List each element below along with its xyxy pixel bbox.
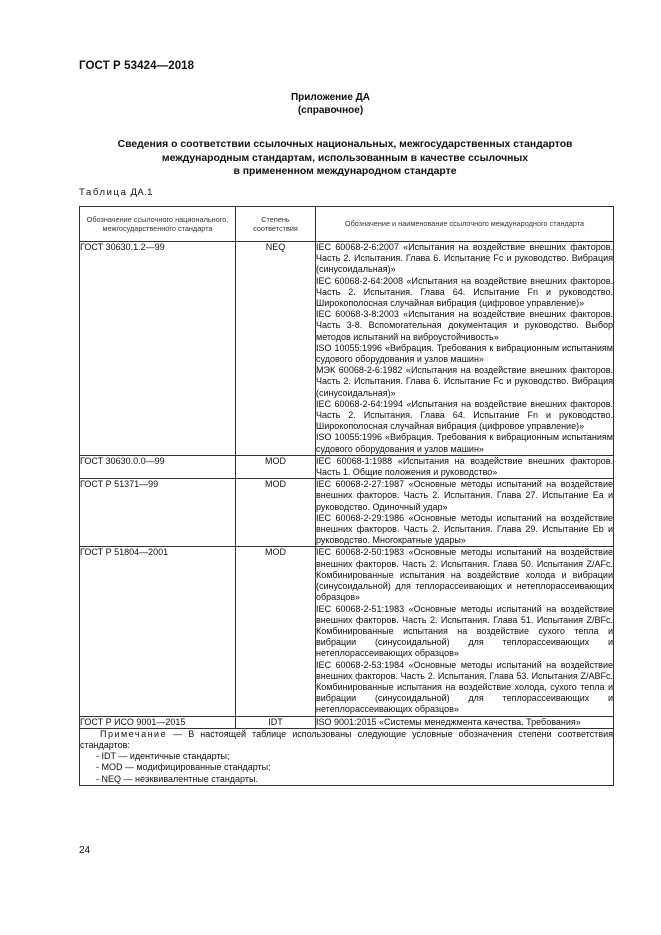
- reference-entry: IEC 60068-2-64:2008 «Испытания на воздействие внешних факторов. Часть 2. Испытания. Глава 64. Испытание Fn и руководство. Широкополосная случайная вибрация (цифровое управление)»: [316, 275, 613, 309]
- appendix-subtitle: (справочное): [297, 105, 364, 116]
- national-standard-cell: ГОСТ 30630.1.2—99: [80, 242, 236, 456]
- section-title-line: в примененном международном стандарте: [233, 166, 457, 177]
- reference-entry: IEC 60068-2-64:1994 «Испытания на воздействие внешних факторов. Часть 2. Испытания. Глава 64. Испытание Fn и руководство. Широкополосная случайная вибрация (цифровое управление)»: [316, 398, 613, 432]
- national-standard-cell: ГОСТ 30630.0.0—99: [80, 455, 236, 478]
- degree-cell: NEQ: [236, 242, 316, 456]
- note-item: - MOD — модифицированные стандарты;: [96, 762, 271, 773]
- international-standard-cell: [316, 716, 614, 728]
- section-title-line: Сведения о соответствии ссылочных национальных, межгосударственных стандартов: [117, 139, 573, 150]
- note-label: Примечание: [100, 728, 168, 739]
- reference-entry: ISO 10055:1996 «Вибрация. Требования к вибрационным испытаниям судового оборудования и узлов машин»: [316, 342, 613, 365]
- appendix-heading: [0, 91, 661, 117]
- table-row: [80, 547, 614, 716]
- correspondence-table: [79, 206, 614, 786]
- reference-entry: IEC 60068-2-27:1987 «Основные методы испытаний на воздействие внешних факторов. Часть 2. Испытания. Глава 27. Испытание Ea и руководство. Одиночный удар»: [316, 479, 613, 512]
- column-header-degree: Степень соответствия: [236, 207, 316, 242]
- column-header-international-standard: Обозначение и наименование ссылочного международного стандарта: [316, 207, 614, 242]
- reference-entry: IEC 60068-2-50:1983 «Основные методы испытаний на воздействие внешних факторов. Часть 2. Испытания. Глава 50. Испытания Z/AFc. Комбинированные испытания на воздействие холода и вибрации (синусоидальной) для теплорассеивающих и нетеплорассеивающих образцов»: [316, 547, 613, 603]
- table-row: [80, 716, 614, 728]
- table-note-row: [80, 728, 614, 785]
- table-row: [80, 242, 614, 456]
- degree-cell: MOD: [236, 479, 316, 547]
- degree-cell: MOD: [236, 547, 316, 716]
- international-standard-cell: [316, 479, 614, 547]
- table-label-number: ДА.1: [130, 187, 153, 198]
- note-item: - NEQ — неэквивалентные стандарты.: [96, 773, 258, 784]
- table-note: [80, 728, 614, 785]
- international-standard-cell: [316, 547, 614, 716]
- reference-entry: IEC 60068-2-53:1984 «Основные методы испытаний на воздействие внешних факторов. Часть 2. Испытания. Глава 53. Испытания Z/ABFc. Комбинированные испытания на воздействие холода, сухого тепла и вибрации (синусоидальной) для теплорассеивающих и нетеплорассеивающих образцов»: [316, 659, 613, 715]
- standard-header: ГОСТ Р 53424—2018: [79, 60, 195, 72]
- table-header-row: [80, 207, 614, 242]
- international-standard-cell: [316, 242, 614, 456]
- reference-entry: МЭК 60068-2-6:1982 «Испытания на воздействие внешних факторов. Часть 2. Испытания. Глава 6. Испытание Fc и руководство. Вибрация (синусоидальная)»: [316, 365, 613, 398]
- degree-cell: IDT: [236, 716, 316, 728]
- note-lead: [80, 729, 613, 751]
- note-item: - IDT — идентичные стандарты;: [96, 751, 230, 762]
- page-number: 24: [79, 845, 91, 856]
- reference-entry: IEC 60068-2-6:2007 «Испытания на воздействие внешних факторов. Часть 2. Испытания. Глава 6. Испытание Fc и руководство. Вибрация (синусоидальная)»: [316, 242, 613, 275]
- reference-entry: IEC 60068-2-51:1983 «Основные методы испытаний на воздействие внешних факторов. Часть 2. Испытания. Глава 51. Испытания Z/BFc. Комбинированные испытания на воздействие сухого тепла и вибрации (синусоидальной) для теплорассеивающих и нетеплорассеивающих образцов»: [316, 603, 613, 659]
- section-title: [90, 138, 600, 179]
- table-row: [80, 479, 614, 547]
- reference-entry: IEC 60068-3-8:2003 «Испытания на воздействие внешних факторов. Часть 3-8. Вспомогательная документация и руководство. Выбор методов испытаний на виброустойчивость»: [316, 309, 613, 342]
- national-standard-cell: ГОСТ Р 51804—2001: [80, 547, 236, 716]
- table-label: [79, 187, 153, 198]
- reference-entry: ISO 9001:2015 «Системы менеджмента качества. Требования»: [316, 716, 581, 727]
- column-header-national-standard: Обозначение ссылочного национального, межгосударственного стандарта: [80, 207, 236, 242]
- degree-cell: MOD: [236, 455, 316, 478]
- international-standard-cell: [316, 455, 614, 478]
- table-label-word: Таблица: [79, 187, 128, 198]
- appendix-title: Приложение ДА: [290, 92, 371, 103]
- national-standard-cell: ГОСТ Р ИСО 9001—2015: [80, 716, 236, 728]
- reference-entry: IEC 60068-2-29:1986 «Основные методы испытаний на воздействие внешних факторов. Часть 2. Испытания. Глава 29. Испытание Eb и руководство. Многократные удары»: [316, 512, 613, 546]
- national-standard-cell: ГОСТ Р 51371—99: [80, 479, 236, 547]
- table-row: [80, 455, 614, 478]
- table-body: [80, 242, 614, 786]
- section-title-line: международным стандартам, использованным в качестве ссылочных: [161, 152, 529, 164]
- reference-entry: ISO 10055:1996 «Вибрация. Требования к вибрационным испытаниям судового оборудования и узлов машин»: [316, 432, 613, 454]
- reference-entry: IEC 60068-1:1988 «Испытания на воздействие внешних факторов. Часть 1. Общие положения и руководство»: [316, 455, 613, 478]
- note-text: — В настоящей таблице использованы следующие условные обозначения степени соответствия стандартов:: [80, 728, 613, 750]
